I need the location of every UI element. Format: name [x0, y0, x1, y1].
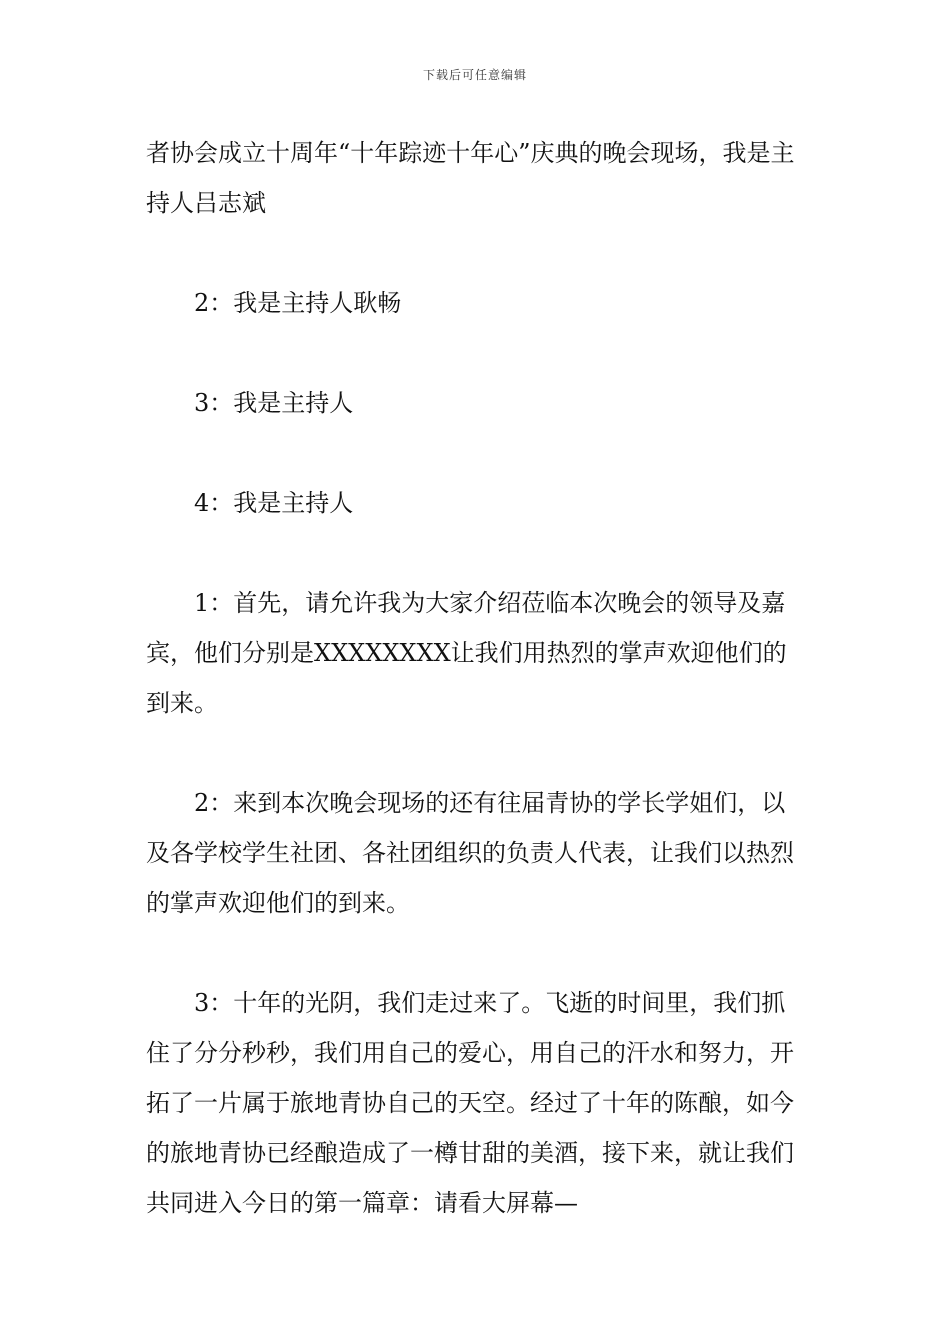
- paragraph-gap: [146, 928, 808, 978]
- paragraph-gap: [146, 528, 808, 578]
- paragraph-host-2: 2：我是主持人耿畅: [194, 289, 402, 317]
- paragraph-intro: 者协会成立十周年“十年踪迹十年心”庆典的晚会现场，我是主持人吕志斌: [146, 139, 795, 217]
- document-body: [146, 128, 808, 1228]
- paragraph-gap: [146, 228, 808, 278]
- paragraph-host-4: 4：我是主持人: [194, 489, 354, 517]
- paragraph-gap: [146, 728, 808, 778]
- paragraph-host-3: 3：我是主持人: [194, 389, 354, 417]
- paragraph-gap: [146, 328, 808, 378]
- paragraph-decade: 3：十年的光阴，我们走过来了。飞逝的时间里，我们抓住了分分秒秒，我们用自己的爱心，用自己的汗水和努力，开拓了一片属于旅地青协自己的天空。经过了十年的陈酿，如今的旅地青协已经酿造成了一樽甘甜的美酒，接下来，就让我们共同进入今日的第一篇章：请看大屏幕—: [146, 989, 794, 1217]
- paragraph-gap: [146, 428, 808, 478]
- page-header-note: 下载后可任意编辑: [422, 68, 527, 82]
- paragraph-alumni: 2：来到本次晚会现场的还有往届青协的学长学姐们，以及各学校学生社团、各社团组织的负责人代表，让我们以热烈的掌声欢迎他们的到来。: [146, 789, 794, 917]
- paragraph-guests: 1：首先，请允许我为大家介绍莅临本次晚会的领导及嘉宾，他们分别是XXXXXXXX让我们用热烈的掌声欢迎他们的到来。: [146, 589, 787, 717]
